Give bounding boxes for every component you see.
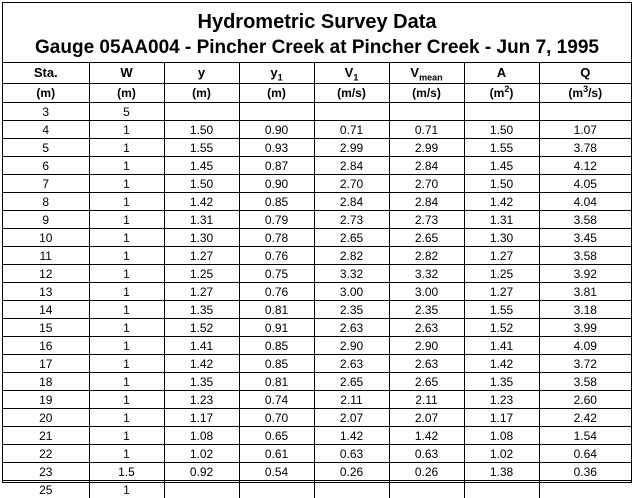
table-cell: 2.84 (389, 193, 464, 211)
table-cell: 13 (3, 283, 89, 301)
table-body (3, 103, 631, 498)
table-cell: 1.50 (464, 175, 539, 193)
table-cell: 3.00 (389, 283, 464, 301)
table-cell: 2.63 (389, 355, 464, 373)
table-cell: 4.09 (539, 337, 631, 355)
column-symbol: V (410, 65, 419, 80)
table-cell: 1.35 (464, 373, 539, 391)
table-cell: 2.65 (314, 373, 389, 391)
table-cell: 0.76 (239, 247, 314, 265)
table-cell: 1 (89, 409, 164, 427)
table-cell: 1.35 (164, 301, 239, 319)
table-cell (164, 103, 239, 121)
table-cell: 1.55 (464, 139, 539, 157)
table-cell: 0.78 (239, 229, 314, 247)
table-cell: 2.70 (314, 175, 389, 193)
unit-text: (m (568, 86, 583, 100)
table-cell: 0.26 (314, 463, 389, 481)
table-cell: 1 (89, 319, 164, 337)
table-cell: 1 (89, 283, 164, 301)
table-cell: 0.85 (239, 337, 314, 355)
table-cell: 0.71 (314, 121, 389, 139)
unit-text: (m) (117, 86, 136, 100)
table-cell: 0.26 (389, 463, 464, 481)
table-cell (164, 481, 239, 498)
column-symbol: W (120, 65, 132, 80)
table-cell: 2.63 (314, 319, 389, 337)
table-cell: 1.54 (539, 427, 631, 445)
table-cell: 1.52 (464, 319, 539, 337)
table-cell: 2.70 (389, 175, 464, 193)
table-cell: 1 (89, 265, 164, 283)
data-table (3, 63, 631, 498)
table-cell: 3.58 (539, 373, 631, 391)
table-cell: 2.11 (314, 391, 389, 409)
table-cell: 11 (3, 247, 89, 265)
table-cell: 0.74 (239, 391, 314, 409)
table-cell: 21 (3, 427, 89, 445)
column-unit (314, 84, 389, 103)
table-cell: 2.99 (389, 139, 464, 157)
table-row (3, 103, 631, 121)
unit-superscript: 2 (504, 84, 509, 94)
table-cell: 2.84 (314, 193, 389, 211)
table-cell: 1.55 (164, 139, 239, 157)
column-unit (3, 84, 89, 103)
table-cell: 1 (89, 211, 164, 229)
table-cell: 1 (89, 157, 164, 175)
table-cell: 1.52 (164, 319, 239, 337)
table-cell: 0.90 (239, 121, 314, 139)
column-unit (164, 84, 239, 103)
unit-tail: /s) (588, 86, 602, 100)
table-cell: 1.42 (389, 427, 464, 445)
table-row (3, 301, 631, 319)
column-subscript: mean (419, 73, 443, 83)
column-header (3, 63, 89, 84)
table-row (3, 139, 631, 157)
table-cell: 6 (3, 157, 89, 175)
column-symbol: y (198, 65, 205, 80)
table-cell: 23 (3, 463, 89, 481)
table-cell: 0.65 (239, 427, 314, 445)
table-cell: 25 (3, 481, 89, 498)
table-cell: 1 (89, 139, 164, 157)
column-unit (539, 84, 631, 103)
table-cell: 1 (89, 337, 164, 355)
column-header-row (3, 63, 631, 84)
table-cell: 3.32 (314, 265, 389, 283)
table-cell: 0.85 (239, 193, 314, 211)
title-line-1: Hydrometric Survey Data (3, 3, 631, 34)
table-cell: 1.38 (464, 463, 539, 481)
table-row (3, 211, 631, 229)
table-cell: 1 (89, 229, 164, 247)
table-cell: 1 (89, 247, 164, 265)
table-cell: 14 (3, 301, 89, 319)
table-cell: 2.99 (314, 139, 389, 157)
table-cell: 0.36 (539, 463, 631, 481)
table-cell: 1.42 (164, 355, 239, 373)
table-cell (539, 103, 631, 121)
table-cell: 2.90 (314, 337, 389, 355)
table-cell (389, 481, 464, 498)
table-cell: 3.00 (314, 283, 389, 301)
table-cell (464, 103, 539, 121)
unit-superscript: 3 (583, 84, 588, 94)
table-cell: 2.73 (314, 211, 389, 229)
unit-text: (m) (267, 86, 286, 100)
table-cell: 0.93 (239, 139, 314, 157)
table-cell: 3.58 (539, 247, 631, 265)
table-cell: 2.63 (314, 355, 389, 373)
table-cell: 1 (89, 175, 164, 193)
table-row (3, 247, 631, 265)
table-cell: 1.27 (464, 283, 539, 301)
table-cell: 1 (89, 427, 164, 445)
table-row (3, 229, 631, 247)
table-cell: 1.25 (164, 265, 239, 283)
table-cell: 3 (3, 103, 89, 121)
table-cell: 3.81 (539, 283, 631, 301)
table-cell: 1 (89, 121, 164, 139)
table-cell (314, 481, 389, 498)
unit-tail: ) (509, 86, 513, 100)
table-cell: 2.82 (389, 247, 464, 265)
column-symbol: V (345, 65, 354, 80)
unit-text: (m (490, 86, 505, 100)
table-cell: 0.79 (239, 211, 314, 229)
survey-table-frame (2, 2, 632, 483)
table-cell: 1.50 (164, 121, 239, 139)
table-cell (389, 103, 464, 121)
table-cell: 0.63 (314, 445, 389, 463)
table-cell: 1.45 (464, 157, 539, 175)
table-cell: 22 (3, 445, 89, 463)
table-cell: 2.65 (389, 229, 464, 247)
table-cell: 1.02 (164, 445, 239, 463)
unit-header-row (3, 84, 631, 103)
table-cell: 1.17 (464, 409, 539, 427)
table-row (3, 481, 631, 498)
table-cell: 0.92 (164, 463, 239, 481)
table-row (3, 319, 631, 337)
table-cell: 1 (89, 301, 164, 319)
table-cell: 0.91 (239, 319, 314, 337)
table-cell: 1.50 (464, 121, 539, 139)
table-cell: 15 (3, 319, 89, 337)
table-cell: 1 (89, 481, 164, 498)
table-cell: 1.17 (164, 409, 239, 427)
table-cell: 1 (89, 373, 164, 391)
table-cell: 1.08 (464, 427, 539, 445)
column-header (539, 63, 631, 84)
table-cell: 2.35 (314, 301, 389, 319)
table-cell: 5 (3, 139, 89, 157)
column-header (239, 63, 314, 84)
table-cell: 1 (89, 193, 164, 211)
column-header (314, 63, 389, 84)
column-unit (464, 84, 539, 103)
table-cell: 3.99 (539, 319, 631, 337)
table-cell: 0.64 (539, 445, 631, 463)
column-header (89, 63, 164, 84)
unit-text: (m) (192, 86, 211, 100)
table-row (3, 265, 631, 283)
table-row (3, 427, 631, 445)
table-cell: 0.76 (239, 283, 314, 301)
table-cell: 2.42 (539, 409, 631, 427)
table-cell: 2.65 (314, 229, 389, 247)
table-cell (239, 481, 314, 498)
table-cell: 1.25 (464, 265, 539, 283)
table-row (3, 193, 631, 211)
table-cell: 1.31 (464, 211, 539, 229)
column-unit (389, 84, 464, 103)
table-cell: 1.42 (164, 193, 239, 211)
table-cell: 3.92 (539, 265, 631, 283)
table-cell: 1.23 (164, 391, 239, 409)
table-cell: 2.65 (389, 373, 464, 391)
column-symbol: Q (580, 65, 590, 80)
table-cell: 8 (3, 193, 89, 211)
table-cell: 2.11 (389, 391, 464, 409)
table-cell: 4.05 (539, 175, 631, 193)
table-cell: 1.30 (464, 229, 539, 247)
table-row (3, 373, 631, 391)
unit-text: (m/s) (337, 86, 366, 100)
table-cell (239, 103, 314, 121)
table-cell: 7 (3, 175, 89, 193)
table-cell: 3.78 (539, 139, 631, 157)
table-cell: 1.42 (464, 355, 539, 373)
table-cell: 18 (3, 373, 89, 391)
table-cell: 9 (3, 211, 89, 229)
table-cell: 1.45 (164, 157, 239, 175)
table-cell: 17 (3, 355, 89, 373)
table-title (3, 3, 631, 63)
table-row (3, 157, 631, 175)
table-cell (314, 103, 389, 121)
column-subscript: 1 (278, 73, 283, 83)
table-cell: 2.07 (389, 409, 464, 427)
table-cell: 2.84 (314, 157, 389, 175)
table-cell: 4.12 (539, 157, 631, 175)
table-cell: 4.04 (539, 193, 631, 211)
table-cell: 0.70 (239, 409, 314, 427)
table-cell: 19 (3, 391, 89, 409)
table-cell: 0.71 (389, 121, 464, 139)
column-header (464, 63, 539, 84)
table-cell: 3.18 (539, 301, 631, 319)
unit-text: (m/s) (412, 86, 441, 100)
table-cell: 5 (89, 103, 164, 121)
table-cell: 0.81 (239, 301, 314, 319)
table-cell: 1.27 (164, 247, 239, 265)
table-cell: 0.75 (239, 265, 314, 283)
table-cell: 0.54 (239, 463, 314, 481)
column-header (389, 63, 464, 84)
table-cell: 2.73 (389, 211, 464, 229)
column-unit (239, 84, 314, 103)
unit-text: (m) (36, 86, 55, 100)
table-cell: 2.90 (389, 337, 464, 355)
column-header (164, 63, 239, 84)
column-subscript: 1 (353, 73, 358, 83)
table-cell: 1.07 (539, 121, 631, 139)
table-cell: 1.41 (464, 337, 539, 355)
table-row (3, 337, 631, 355)
table-cell: 1.31 (164, 211, 239, 229)
table-cell: 12 (3, 265, 89, 283)
table-cell: 3.32 (389, 265, 464, 283)
table-cell: 2.60 (539, 391, 631, 409)
table-cell: 1.50 (164, 175, 239, 193)
table-cell: 10 (3, 229, 89, 247)
table-cell: 1.08 (164, 427, 239, 445)
column-symbol: y (270, 65, 277, 80)
table-cell: 1.42 (464, 193, 539, 211)
table-cell (464, 481, 539, 498)
table-cell: 3.45 (539, 229, 631, 247)
table-cell: 1 (89, 445, 164, 463)
column-symbol: A (497, 65, 506, 80)
table-cell: 1.55 (464, 301, 539, 319)
table-row (3, 409, 631, 427)
table-cell: 1 (89, 355, 164, 373)
table-row (3, 355, 631, 373)
table-cell: 2.84 (389, 157, 464, 175)
table-cell: 1.23 (464, 391, 539, 409)
table-cell: 20 (3, 409, 89, 427)
table-cell: 1.30 (164, 229, 239, 247)
table-cell: 3.58 (539, 211, 631, 229)
table-cell: 1.35 (164, 373, 239, 391)
table-cell: 1.27 (164, 283, 239, 301)
table-row (3, 463, 631, 481)
table-cell: 0.81 (239, 373, 314, 391)
table-cell: 1.42 (314, 427, 389, 445)
table-row (3, 283, 631, 301)
table-cell: 1.41 (164, 337, 239, 355)
table-row (3, 391, 631, 409)
table-cell: 0.90 (239, 175, 314, 193)
table-cell: 0.63 (389, 445, 464, 463)
table-cell (539, 481, 631, 498)
table-cell: 4 (3, 121, 89, 139)
table-cell: 0.61 (239, 445, 314, 463)
column-symbol: Sta. (34, 65, 58, 80)
table-cell: 1.27 (464, 247, 539, 265)
table-row (3, 175, 631, 193)
table-cell: 2.63 (389, 319, 464, 337)
table-cell: 2.07 (314, 409, 389, 427)
column-unit (89, 84, 164, 103)
table-cell: 1.5 (89, 463, 164, 481)
table-cell: 1 (89, 391, 164, 409)
table-cell: 2.82 (314, 247, 389, 265)
title-line-2: Gauge 05AA004 - Pincher Creek at Pincher Creek - Jun 7, 1995 (3, 34, 631, 59)
table-cell: 2.35 (389, 301, 464, 319)
table-cell: 1.02 (464, 445, 539, 463)
table-row (3, 121, 631, 139)
table-cell: 16 (3, 337, 89, 355)
table-cell: 0.87 (239, 157, 314, 175)
table-cell: 0.85 (239, 355, 314, 373)
table-cell: 3.72 (539, 355, 631, 373)
table-row (3, 445, 631, 463)
